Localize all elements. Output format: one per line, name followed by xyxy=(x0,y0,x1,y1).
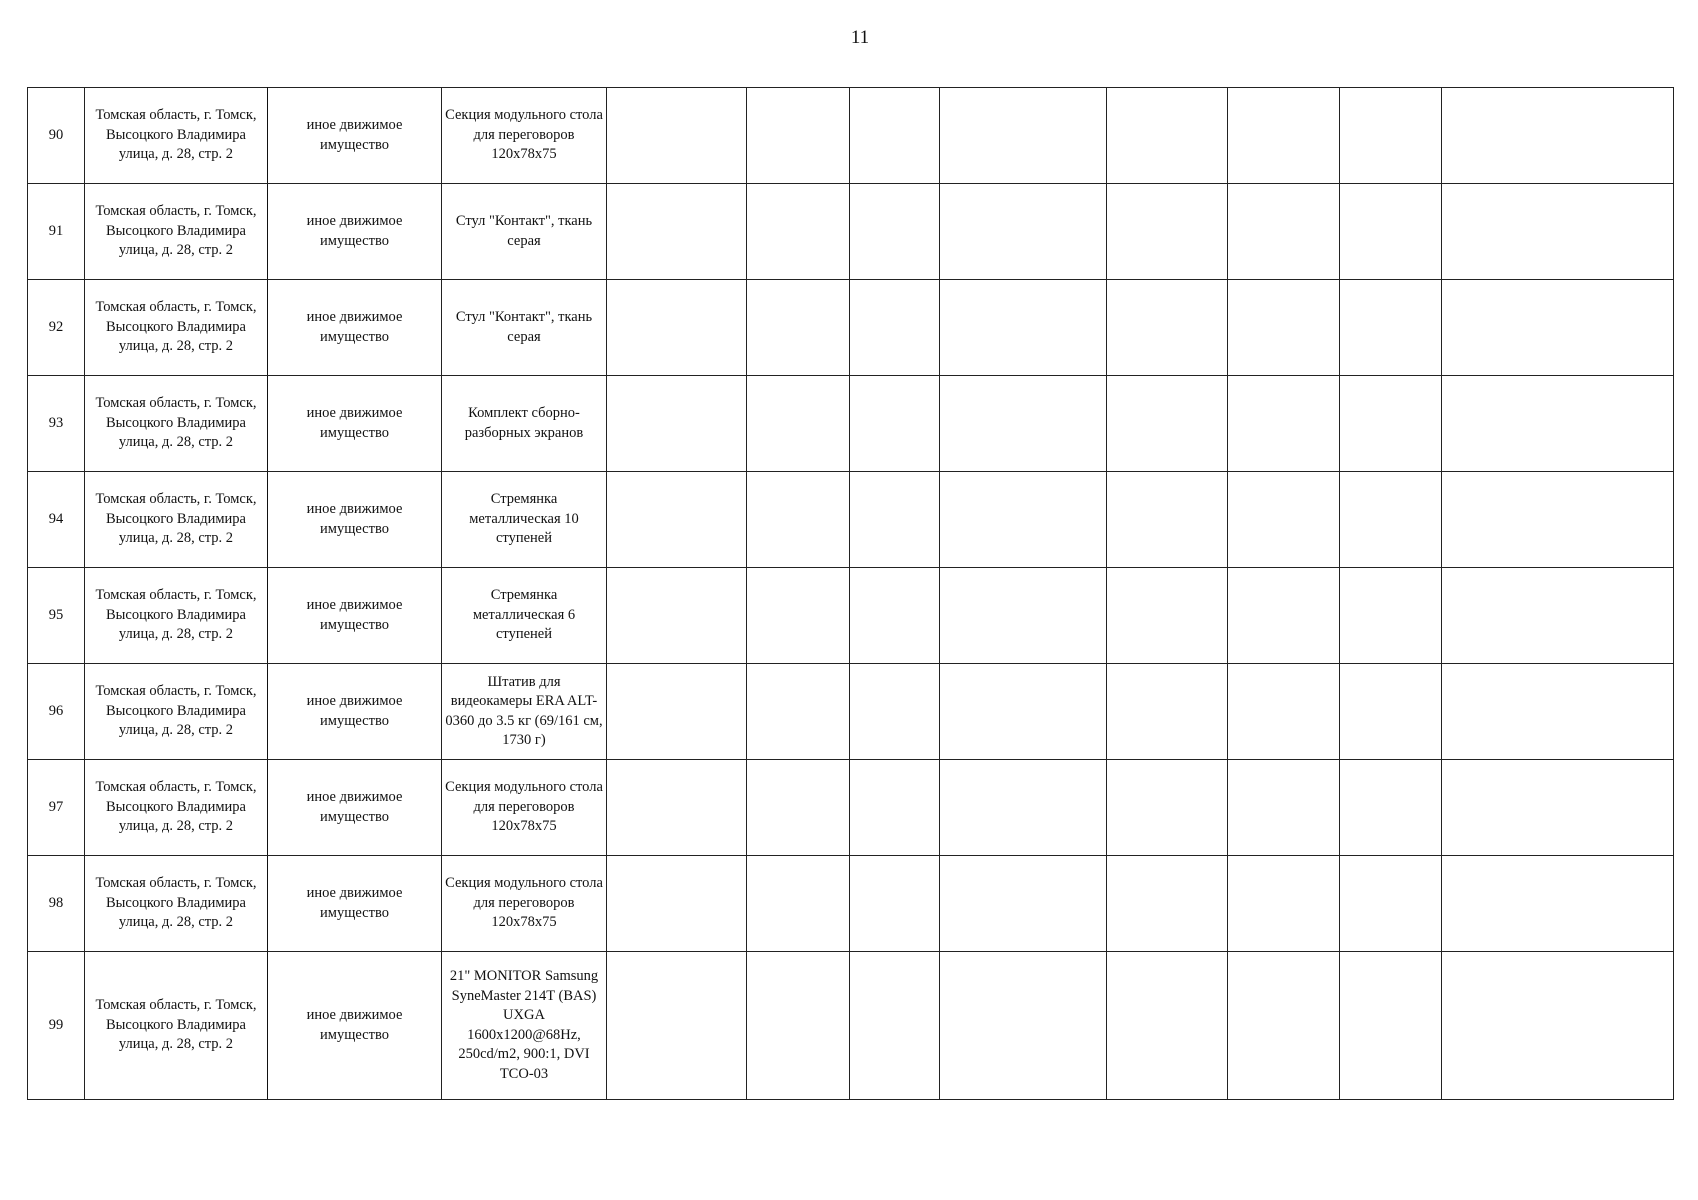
empty-cell xyxy=(1442,184,1674,280)
property-name-cell: Стремянка металлическая 10 ступеней xyxy=(442,472,607,568)
empty-cell xyxy=(1107,280,1228,376)
empty-cell xyxy=(940,376,1107,472)
address-cell: Томская область, г. Томск, Высоцкого Владимира улица, д. 28, стр. 2 xyxy=(85,856,268,952)
table-row xyxy=(28,952,1674,1100)
empty-cell xyxy=(1107,856,1228,952)
empty-cell xyxy=(1442,280,1674,376)
row-number-cell: 99 xyxy=(28,952,85,1100)
empty-cell xyxy=(940,472,1107,568)
empty-cell xyxy=(607,280,747,376)
address-cell: Томская область, г. Томск, Высоцкого Владимира улица, д. 28, стр. 2 xyxy=(85,472,268,568)
empty-cell xyxy=(1340,280,1442,376)
empty-cell xyxy=(1340,664,1442,760)
empty-cell xyxy=(1228,568,1340,664)
empty-cell xyxy=(607,184,747,280)
empty-cell xyxy=(1340,952,1442,1100)
property-type-cell: иное движимое имущество xyxy=(268,856,442,952)
empty-cell xyxy=(1107,472,1228,568)
property-name-cell: 21" MONITOR Samsung SyneMaster 214T (BAS) UXGA 1600x1200@68Hz, 250cd/m2, 900:1, DVI TCO-03 xyxy=(442,952,607,1100)
empty-cell xyxy=(1442,664,1674,760)
empty-cell xyxy=(747,280,850,376)
empty-cell xyxy=(747,88,850,184)
table-row xyxy=(28,184,1674,280)
property-type-cell: иное движимое имущество xyxy=(268,184,442,280)
row-number-cell: 92 xyxy=(28,280,85,376)
empty-cell xyxy=(1340,568,1442,664)
empty-cell xyxy=(1340,88,1442,184)
empty-cell xyxy=(1442,568,1674,664)
empty-cell xyxy=(607,664,747,760)
empty-cell xyxy=(607,376,747,472)
table-row xyxy=(28,472,1674,568)
row-number-cell: 95 xyxy=(28,568,85,664)
empty-cell xyxy=(850,760,940,856)
empty-cell xyxy=(940,664,1107,760)
empty-cell xyxy=(607,952,747,1100)
property-table xyxy=(27,87,1674,1100)
row-number-cell: 97 xyxy=(28,760,85,856)
empty-cell xyxy=(940,760,1107,856)
property-type-cell: иное движимое имущество xyxy=(268,88,442,184)
row-number-cell: 98 xyxy=(28,856,85,952)
empty-cell xyxy=(747,184,850,280)
property-name-cell: Секция модульного стола для переговоров 120х78х75 xyxy=(442,856,607,952)
address-cell: Томская область, г. Томск, Высоцкого Владимира улица, д. 28, стр. 2 xyxy=(85,568,268,664)
table-row xyxy=(28,568,1674,664)
empty-cell xyxy=(747,760,850,856)
empty-cell xyxy=(747,664,850,760)
property-type-cell: иное движимое имущество xyxy=(268,376,442,472)
empty-cell xyxy=(1340,760,1442,856)
empty-cell xyxy=(850,472,940,568)
property-name-cell: Секция модульного стола для переговоров 120х78х75 xyxy=(442,88,607,184)
empty-cell xyxy=(1228,184,1340,280)
empty-cell xyxy=(850,88,940,184)
empty-cell xyxy=(1228,88,1340,184)
empty-cell xyxy=(940,856,1107,952)
property-type-cell: иное движимое имущество xyxy=(268,760,442,856)
table-row xyxy=(28,88,1674,184)
empty-cell xyxy=(1442,376,1674,472)
empty-cell xyxy=(607,568,747,664)
property-type-cell: иное движимое имущество xyxy=(268,280,442,376)
empty-cell xyxy=(1228,664,1340,760)
empty-cell xyxy=(1340,184,1442,280)
empty-cell xyxy=(1228,472,1340,568)
address-cell: Томская область, г. Томск, Высоцкого Владимира улица, д. 28, стр. 2 xyxy=(85,952,268,1100)
empty-cell xyxy=(940,568,1107,664)
table-row xyxy=(28,760,1674,856)
empty-cell xyxy=(1107,664,1228,760)
property-name-cell: Стремянка металлическая 6 ступеней xyxy=(442,568,607,664)
row-number-cell: 93 xyxy=(28,376,85,472)
empty-cell xyxy=(1228,856,1340,952)
property-name-cell: Штатив для видеокамеры ERA ALT-0360 до 3.5 кг (69/161 см, 1730 г) xyxy=(442,664,607,760)
empty-cell xyxy=(1228,760,1340,856)
empty-cell xyxy=(850,664,940,760)
empty-cell xyxy=(850,568,940,664)
empty-cell xyxy=(1228,952,1340,1100)
empty-cell xyxy=(747,568,850,664)
property-type-cell: иное движимое имущество xyxy=(268,664,442,760)
address-cell: Томская область, г. Томск, Высоцкого Владимира улица, д. 28, стр. 2 xyxy=(85,376,268,472)
empty-cell xyxy=(747,376,850,472)
address-cell: Томская область, г. Томск, Высоцкого Владимира улица, д. 28, стр. 2 xyxy=(85,760,268,856)
empty-cell xyxy=(940,280,1107,376)
empty-cell xyxy=(850,376,940,472)
table-row xyxy=(28,376,1674,472)
empty-cell xyxy=(1340,376,1442,472)
property-type-cell: иное движимое имущество xyxy=(268,952,442,1100)
empty-cell xyxy=(607,472,747,568)
row-number-cell: 94 xyxy=(28,472,85,568)
address-cell: Томская область, г. Томск, Высоцкого Владимира улица, д. 28, стр. 2 xyxy=(85,184,268,280)
empty-cell xyxy=(1107,952,1228,1100)
empty-cell xyxy=(747,952,850,1100)
row-number-cell: 96 xyxy=(28,664,85,760)
empty-cell xyxy=(1340,472,1442,568)
empty-cell xyxy=(607,88,747,184)
property-type-cell: иное движимое имущество xyxy=(268,568,442,664)
row-number-cell: 91 xyxy=(28,184,85,280)
empty-cell xyxy=(850,952,940,1100)
table-row xyxy=(28,280,1674,376)
property-name-cell: Комплект сборно-разборных экранов xyxy=(442,376,607,472)
property-name-cell: Секция модульного стола для переговоров 120х78х75 xyxy=(442,760,607,856)
empty-cell xyxy=(1107,184,1228,280)
empty-cell xyxy=(607,856,747,952)
empty-cell xyxy=(1228,280,1340,376)
empty-cell xyxy=(940,952,1107,1100)
table-row xyxy=(28,856,1674,952)
empty-cell xyxy=(1442,472,1674,568)
row-number-cell: 90 xyxy=(28,88,85,184)
address-cell: Томская область, г. Томск, Высоцкого Владимира улица, д. 28, стр. 2 xyxy=(85,280,268,376)
page-number: 11 xyxy=(850,27,870,48)
empty-cell xyxy=(747,856,850,952)
address-cell: Томская область, г. Томск, Высоцкого Владимира улица, д. 28, стр. 2 xyxy=(85,664,268,760)
empty-cell xyxy=(747,472,850,568)
empty-cell xyxy=(850,856,940,952)
property-name-cell: Стул "Контакт", ткань серая xyxy=(442,184,607,280)
empty-cell xyxy=(1442,760,1674,856)
empty-cell xyxy=(850,184,940,280)
empty-cell xyxy=(1107,376,1228,472)
property-type-cell: иное движимое имущество xyxy=(268,472,442,568)
empty-cell xyxy=(1442,856,1674,952)
empty-cell xyxy=(940,88,1107,184)
empty-cell xyxy=(607,760,747,856)
address-cell: Томская область, г. Томск, Высоцкого Владимира улица, д. 28, стр. 2 xyxy=(85,88,268,184)
empty-cell xyxy=(1107,88,1228,184)
empty-cell xyxy=(850,280,940,376)
empty-cell xyxy=(1442,952,1674,1100)
property-name-cell: Стул "Контакт", ткань серая xyxy=(442,280,607,376)
empty-cell xyxy=(940,184,1107,280)
table-row xyxy=(28,664,1674,760)
empty-cell xyxy=(1228,376,1340,472)
table-body xyxy=(28,88,1674,1100)
empty-cell xyxy=(1107,568,1228,664)
empty-cell xyxy=(1340,856,1442,952)
empty-cell xyxy=(1107,760,1228,856)
empty-cell xyxy=(1442,88,1674,184)
